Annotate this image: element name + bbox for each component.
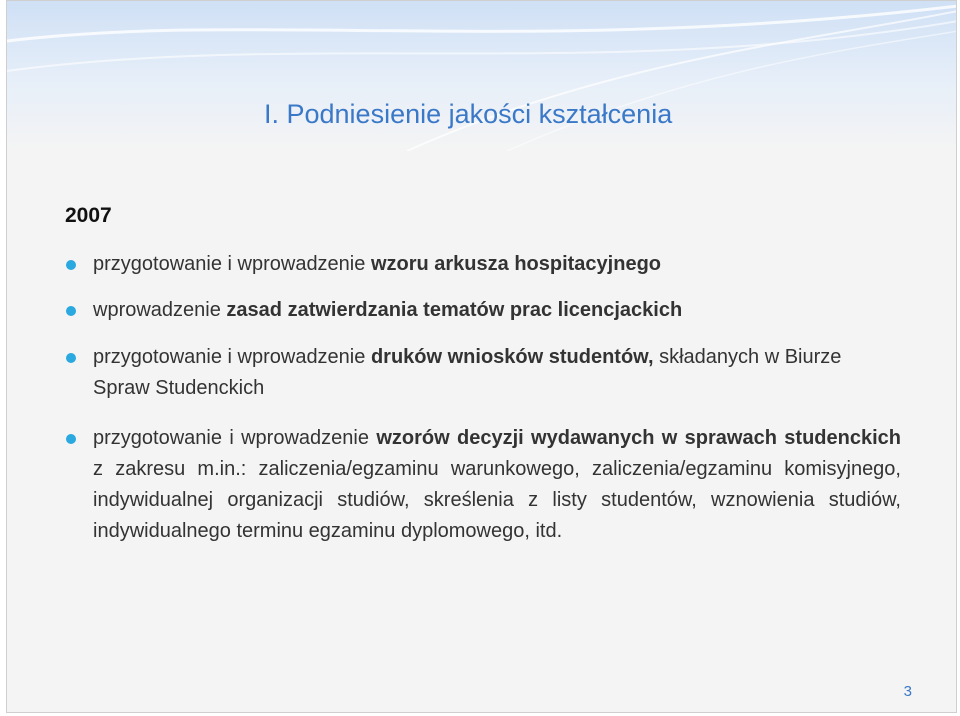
bullet-icon [66,353,76,363]
slide [6,0,957,713]
list-item: przygotowanie i wprowadzenie wzoru arkusza hospitacyjnego [93,249,901,280]
year-heading: 2007 [65,204,112,227]
page-number: 3 [903,683,912,700]
list-item: przygotowanie i wprowadzenie druków wniosków studentów, składanych w Biurze Spraw Studenckich [93,342,901,404]
bullet-icon [66,260,76,270]
bullet-icon [66,434,76,444]
list-item: przygotowanie i wprowadzenie wzorów decyzji wydawanych w sprawach studenckich z zakresu m.in.: zaliczenia/egzaminu warunkowego, zaliczenia/egzaminu komisyjnego, indywidualnej organizacji studiów, skreślenia z listy studentów, wznowienia studiów, indywidualnego terminu egzaminu dyplomowego, itd. [93,423,901,547]
bullet-icon [66,306,76,316]
slide-title: I. Podniesienie jakości kształcenia [264,99,673,129]
list-item: wprowadzenie zasad zatwierdzania tematów prac licencjackich [93,295,901,326]
